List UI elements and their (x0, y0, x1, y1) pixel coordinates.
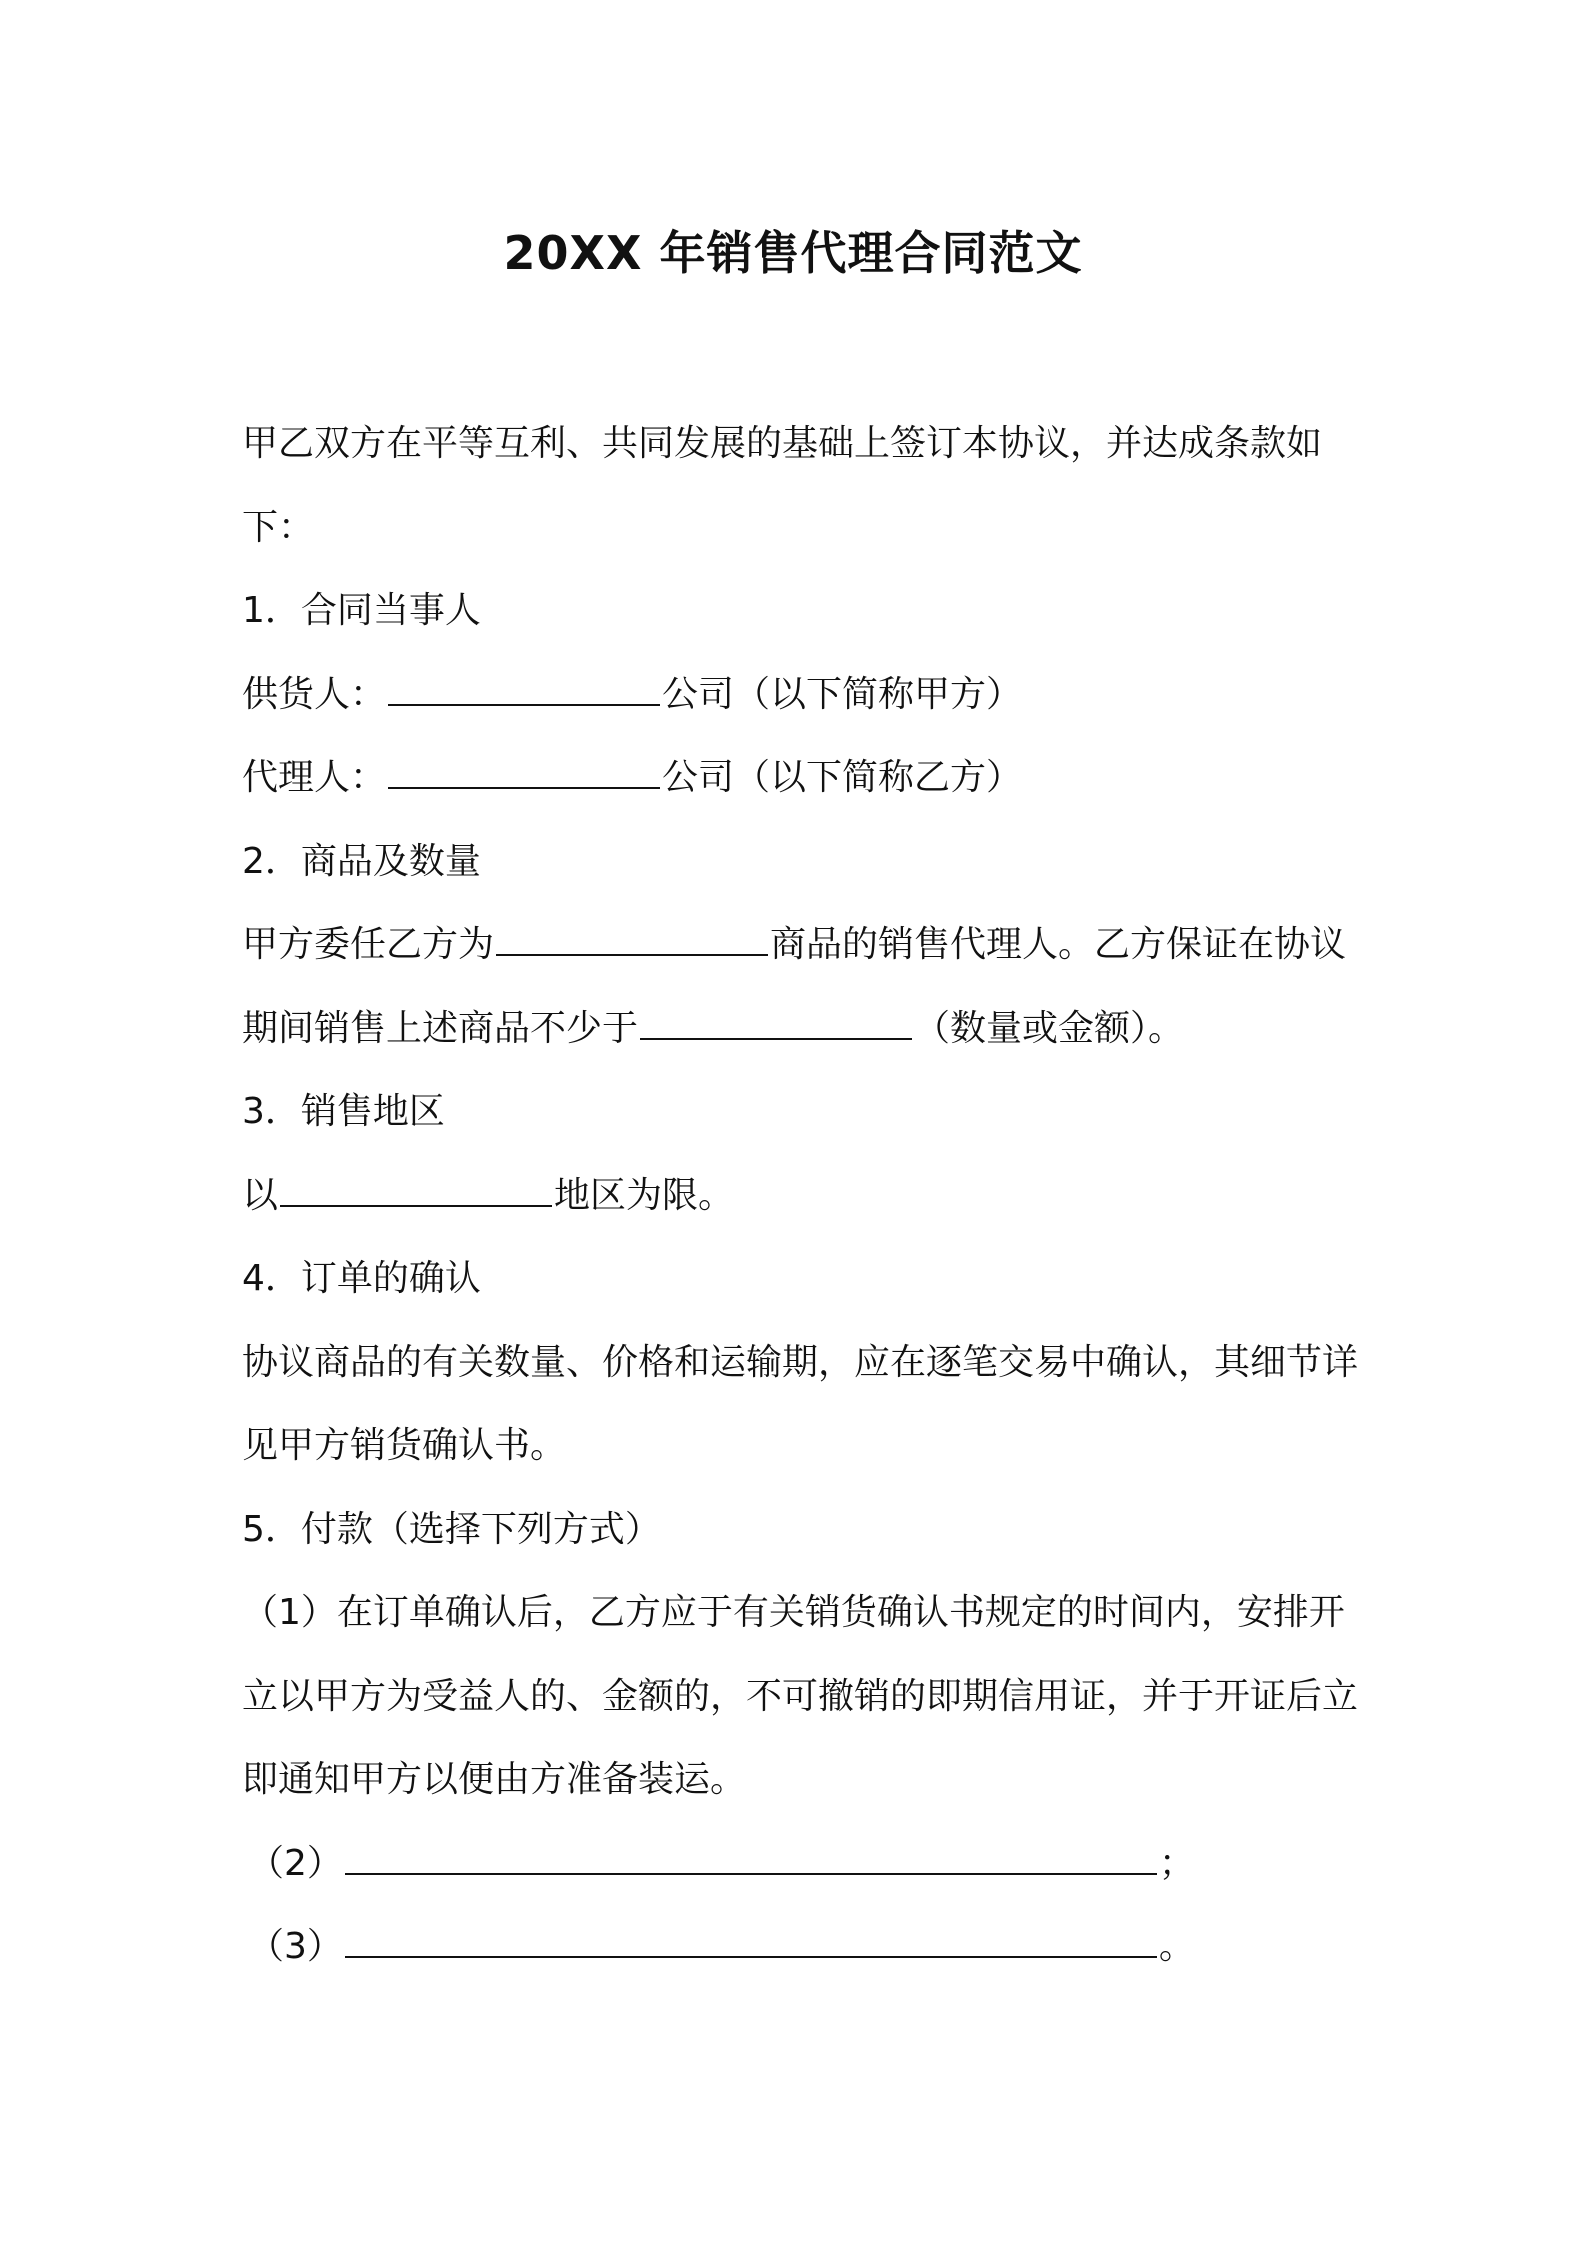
payment-item-2 (242, 1822, 1362, 1906)
payment-item-2-end: ； (1158, 1842, 1195, 1884)
section-2-paragraph (242, 903, 1362, 1070)
payment-item-2-blank[interactable] (345, 1843, 1157, 1875)
product-blank[interactable] (496, 924, 768, 956)
supplier-blank[interactable] (388, 674, 660, 706)
section-3-heading: 3．销售地区 (242, 1091, 445, 1132)
contract-body (242, 402, 1362, 1989)
document-title: 20XX 年销售代理合同范文 (503, 226, 1083, 280)
agent-blank[interactable] (388, 757, 660, 789)
supplier-suffix: 公司（以下简称甲方） (662, 673, 1023, 715)
payment-item-1: （1）在订单确认后，乙方应于有关销货确认书规定的时间内，安排开立以甲方为受益人的、金额的，不可撤销的即期信用证，并于开证后立即通知甲方以便由方准备装运。 (242, 1592, 1359, 1800)
payment-item-3-blank[interactable] (345, 1926, 1157, 1958)
section-4-heading: 4．订单的确认 (242, 1258, 481, 1299)
section-1-heading: 1．合同当事人 (242, 590, 481, 631)
section-2-text-c: （数量或金额）。 (914, 1007, 1185, 1049)
supplier-line (242, 653, 1362, 737)
payment-item-3-label: （3） (248, 1926, 343, 1967)
section-2-text-a: 甲方委任乙方为 (242, 924, 495, 965)
section-3-text-b: 地区为限。 (554, 1174, 735, 1216)
agent-line (242, 736, 1362, 820)
section-3-text-a: 以 (242, 1174, 279, 1216)
region-blank[interactable] (280, 1175, 552, 1207)
supplier-label: 供货人： (242, 673, 387, 715)
section-4-paragraph: 协议商品的有关数量、价格和运输期，应在逐笔交易中确认，其细节详见甲方销货确认书。 (242, 1341, 1359, 1466)
agent-label: 代理人： (242, 757, 387, 798)
section-5-heading: 5．付款（选择下列方式） (242, 1508, 661, 1550)
payment-item-3 (242, 1905, 1362, 1989)
section-3-paragraph (242, 1154, 1362, 1238)
intro-paragraph: 甲乙双方在平等互利、共同发展的基础上签订本协议，并达成条款如下： (242, 423, 1323, 548)
quantity-blank[interactable] (640, 1008, 912, 1040)
agent-suffix: 公司（以下简称乙方） (662, 757, 1023, 798)
payment-item-2-label: （2） (248, 1842, 343, 1884)
section-2-heading: 2．商品及数量 (242, 840, 481, 882)
payment-item-3-end: 。 (1158, 1926, 1195, 1967)
section-2-text-b: 商品的销售代理人。乙方保证在协议期间销售上述商品不少于 (242, 924, 1347, 1049)
